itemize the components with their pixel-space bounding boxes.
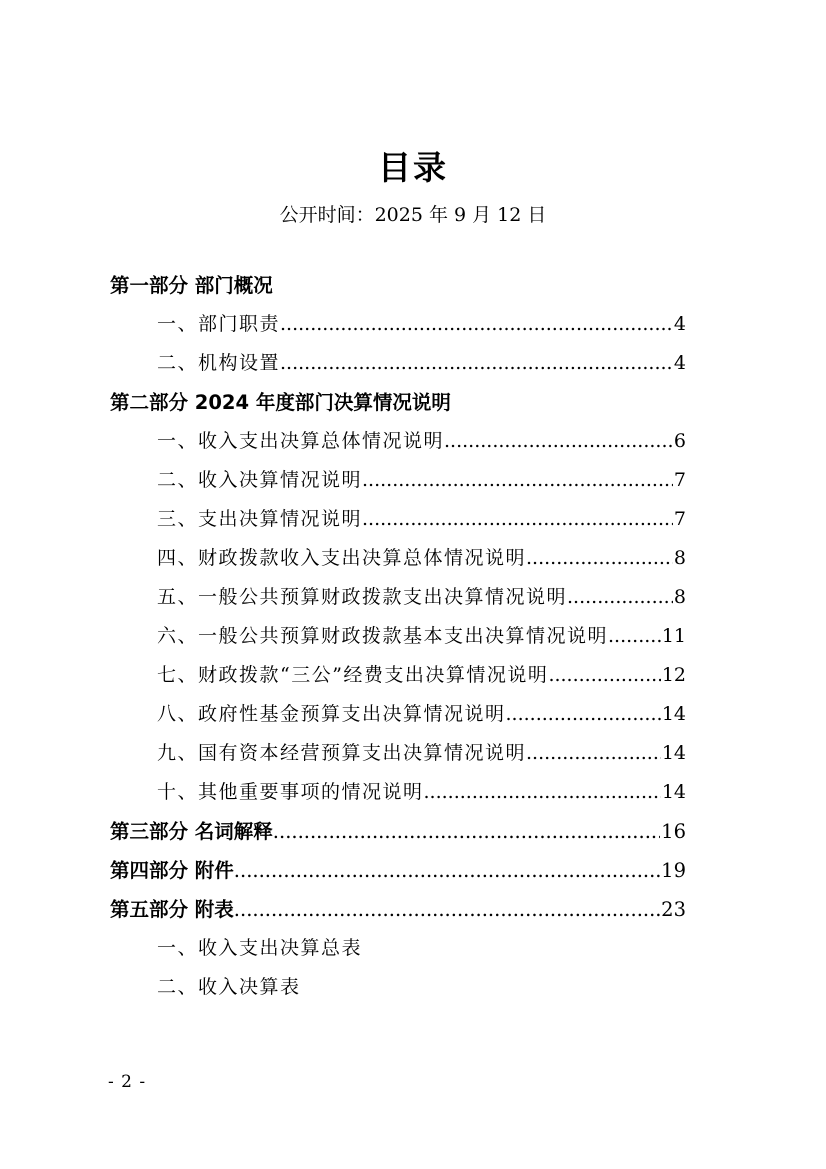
toc-page-number: 4 — [673, 352, 686, 374]
toc-entry-row[interactable] — [110, 773, 686, 812]
toc-page-number: 4 — [673, 313, 686, 335]
toc-page-number: 8 — [673, 547, 686, 569]
toc-page-number: 7 — [673, 508, 686, 530]
toc-entry-row[interactable] — [110, 734, 686, 773]
toc-entry-row[interactable] — [110, 929, 686, 968]
toc-section-title: 第一部分 部门概况 — [110, 274, 273, 297]
toc-page-number: 11 — [661, 625, 686, 647]
toc-entry-title: 二、收入决算情况说明 — [157, 469, 363, 491]
toc-entry-title: 五、一般公共预算财政拨款支出决算情况说明 — [157, 586, 568, 608]
toc-dot-leader — [362, 461, 673, 500]
toc-entry-title: 二、收入决算表 — [157, 976, 301, 998]
page-title: 目录 — [378, 148, 448, 187]
toc-page-number: 23 — [661, 898, 686, 921]
toc-entry-row[interactable] — [110, 656, 686, 695]
toc-entry-title: 十、其他重要事项的情况说明 — [157, 781, 424, 803]
toc-page-number: 12 — [661, 664, 686, 686]
toc-entry-title: 九、国有资本经营预算支出决算情况说明 — [157, 742, 527, 764]
toc-entry-row[interactable] — [110, 344, 686, 383]
toc-dot-leader — [608, 617, 661, 656]
toc-section-title: 第四部分 附件 — [110, 859, 234, 882]
toc-page-number: 19 — [661, 859, 686, 882]
toc-entry-row[interactable] — [110, 695, 686, 734]
toc-page-number: 14 — [661, 781, 686, 803]
toc-dot-leader — [567, 578, 673, 617]
toc-entry-title: 二、机构设置 — [157, 352, 281, 374]
publish-date: 公开时间：2025 年 9 月 12 日 — [279, 204, 547, 226]
toc-entry-row[interactable] — [110, 617, 686, 656]
toc-section-row[interactable] — [110, 383, 686, 422]
toc-page-number: 16 — [661, 820, 686, 843]
toc-dot-leader — [506, 695, 661, 734]
toc-dot-leader — [280, 305, 673, 344]
toc-entry-title: 一、部门职责 — [157, 313, 281, 335]
toc-entry-row[interactable] — [110, 305, 686, 344]
toc-page-number: 7 — [673, 469, 686, 491]
toc-entry-title: 一、收入支出决算总体情况说明 — [157, 430, 445, 452]
toc-entry-row[interactable] — [110, 422, 686, 461]
toc-section-row[interactable] — [110, 890, 686, 929]
toc-dot-leader — [526, 539, 673, 578]
toc-section-title: 第二部分 2024 年度部门决算情况说明 — [110, 391, 451, 414]
toc-dot-leader — [234, 851, 660, 890]
toc-entry-title: 六、一般公共预算财政拨款基本支出决算情况说明 — [157, 625, 609, 647]
toc-entry-row[interactable] — [110, 578, 686, 617]
toc-page-number: 14 — [661, 742, 686, 764]
toc-entry-title: 一、收入支出决算总表 — [157, 937, 363, 959]
toc-section-row[interactable] — [110, 812, 686, 851]
toc-entry-title: 八、政府性基金预算支出决算情况说明 — [157, 703, 506, 725]
toc-dot-leader — [234, 890, 660, 929]
page-number: - 2 - — [108, 1072, 147, 1092]
toc-section-title: 第五部分 附表 — [110, 898, 234, 921]
toc-dot-leader — [362, 500, 673, 539]
toc-entry-row[interactable] — [110, 461, 686, 500]
toc-section-row[interactable] — [110, 266, 686, 305]
toc-page-number: 6 — [673, 430, 686, 452]
toc-page-number: 14 — [661, 703, 686, 725]
toc-dot-leader — [526, 734, 661, 773]
toc-entry-row[interactable] — [110, 500, 686, 539]
toc-dot-leader — [273, 812, 660, 851]
toc-entry-title: 七、财政拨款“三公”经费支出决算情况说明 — [157, 664, 549, 686]
toc-dot-leader — [444, 422, 673, 461]
toc-dot-leader — [424, 773, 661, 812]
toc-entry-title: 三、支出决算情况说明 — [157, 508, 363, 530]
toc-page-number: 8 — [673, 586, 686, 608]
table-of-contents — [110, 266, 686, 1007]
toc-entry-title: 四、财政拨款收入支出决算总体情况说明 — [157, 547, 527, 569]
toc-dot-leader — [280, 344, 673, 383]
toc-entry-row[interactable] — [110, 968, 686, 1007]
toc-section-title: 第三部分 名词解释 — [110, 820, 273, 843]
toc-entry-row[interactable] — [110, 539, 686, 578]
toc-dot-leader — [548, 656, 660, 695]
toc-section-row[interactable] — [110, 851, 686, 890]
